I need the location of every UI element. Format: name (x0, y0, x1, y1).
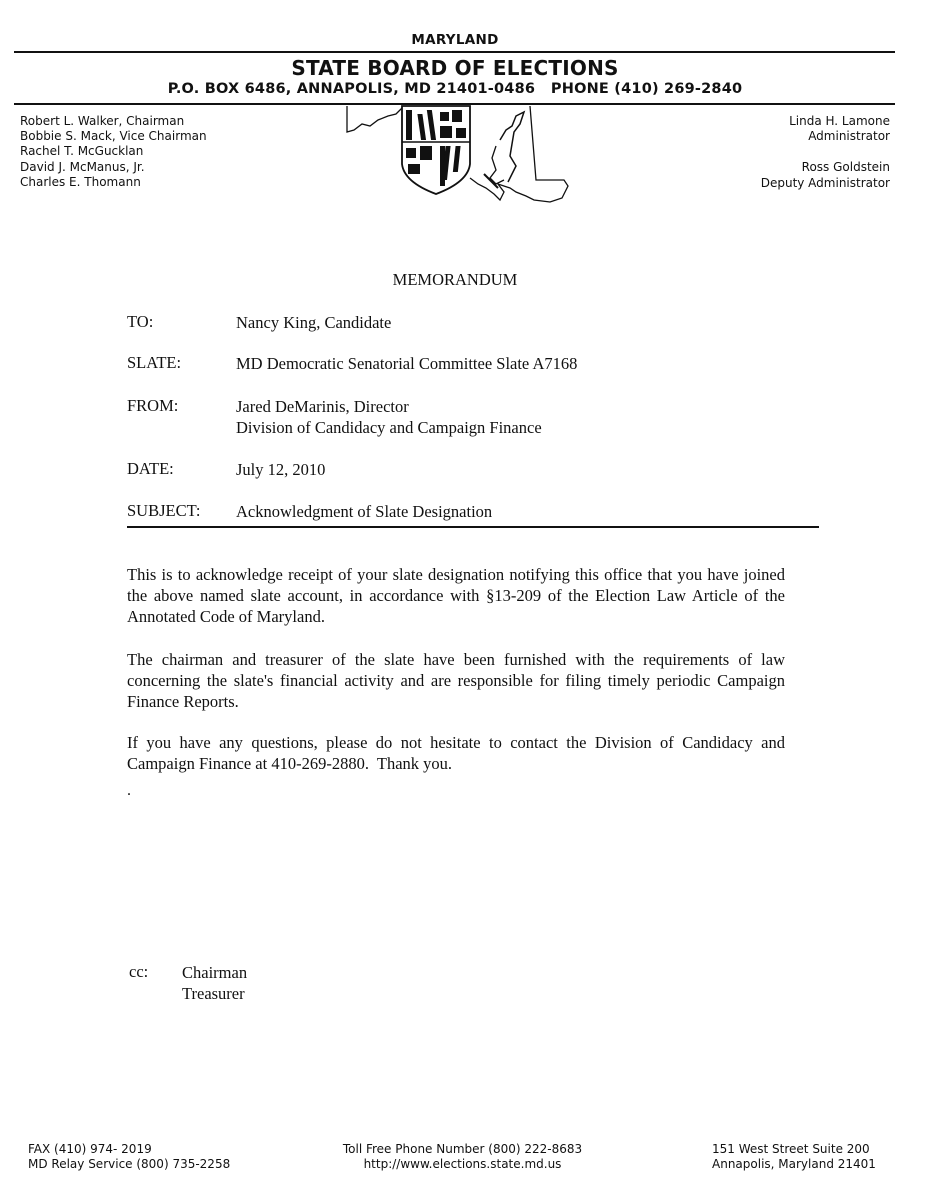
slate-label: SLATE: (127, 353, 182, 372)
footer-contact-center (300, 1142, 625, 1172)
board-member: David J. McManus, Jr. (20, 159, 145, 174)
footer-website-link[interactable]: http://www.elections.state.md.us (363, 1157, 562, 1171)
cc-recipients (182, 962, 247, 1004)
from-division: Division of Candidacy and Campaign Finance (236, 418, 542, 437)
cc-label: cc: (129, 962, 149, 981)
footer-contact-left (28, 1142, 230, 1172)
maryland-seal-icon (340, 104, 580, 204)
date-label: DATE: (127, 459, 174, 478)
deputy-administrator-name: Ross Goldstein (801, 160, 890, 175)
footer-toll-free: Toll Free Phone Number (800) 222-8683 (342, 1142, 583, 1156)
board-address: P.O. BOX 6486, ANNAPOLIS, MD 21401-0486 PHONE (410) 269-2840 (167, 81, 743, 97)
body-paragraph-3: If you have any questions, please do not hesitate to contact the Division of Candidacy and Campaign Finance at 410-269-2880. Thank you. (127, 733, 790, 773)
date-value: July 12, 2010 (236, 460, 326, 479)
body-paragraph-1: This is to acknowledge receipt of your slate designation notifying this office that you have joined the above named slate account, in accordance with §13-209 of the Election Law Article of the Annotated Code of Maryland. (127, 565, 785, 626)
board-member: Bobbie S. Mack, Vice Chairman (20, 129, 207, 144)
subject-value: Acknowledgment of Slate Designation (236, 502, 493, 521)
board-member: Robert L. Walker, Chairman (20, 114, 185, 128)
memo-title: MEMORANDUM (392, 270, 518, 289)
subject-divider (127, 526, 819, 528)
subject-label: SUBJECT: (127, 501, 201, 520)
footer-city: Annapolis, Maryland 21401 (712, 1157, 876, 1171)
cc-recipient: Treasurer (182, 984, 245, 1003)
deputy-administrator-title: Deputy Administrator (760, 175, 890, 190)
board-title: STATE BOARD OF ELECTIONS (291, 56, 619, 80)
board-member: Charles E. Thomann (20, 174, 141, 189)
footer-relay-service: MD Relay Service (800) 735-2258 (28, 1157, 231, 1171)
header-rule-top (14, 51, 895, 53)
from-name: Jared DeMarinis, Director (236, 397, 409, 416)
board-member: Rachel T. McGucklan (20, 144, 144, 159)
state-name: MARYLAND (411, 32, 499, 48)
administrator-name: Linda H. Lamone (789, 114, 890, 128)
from-label: FROM: (127, 396, 179, 415)
board-members-list (20, 114, 207, 190)
stray-mark: . (127, 782, 131, 799)
to-value: Nancy King, Candidate (236, 313, 392, 332)
slate-value: MD Democratic Senatorial Committee Slate A7168 (236, 354, 578, 373)
to-label: TO: (127, 312, 154, 331)
administrators-list (761, 114, 890, 191)
footer-street: 151 West Street Suite 200 (712, 1142, 870, 1156)
footer-fax: FAX (410) 974- 2019 (28, 1142, 152, 1156)
body-paragraph-2: The chairman and treasurer of the slate have been furnished with the requirements of law concerning the slate's financial activity and are responsible for filing timely periodic Campaign Finance Reports. (127, 650, 785, 711)
from-value (236, 396, 542, 438)
footer-address (712, 1142, 876, 1172)
cc-recipient: Chairman (182, 963, 248, 982)
administrator-title: Administrator (808, 129, 890, 144)
